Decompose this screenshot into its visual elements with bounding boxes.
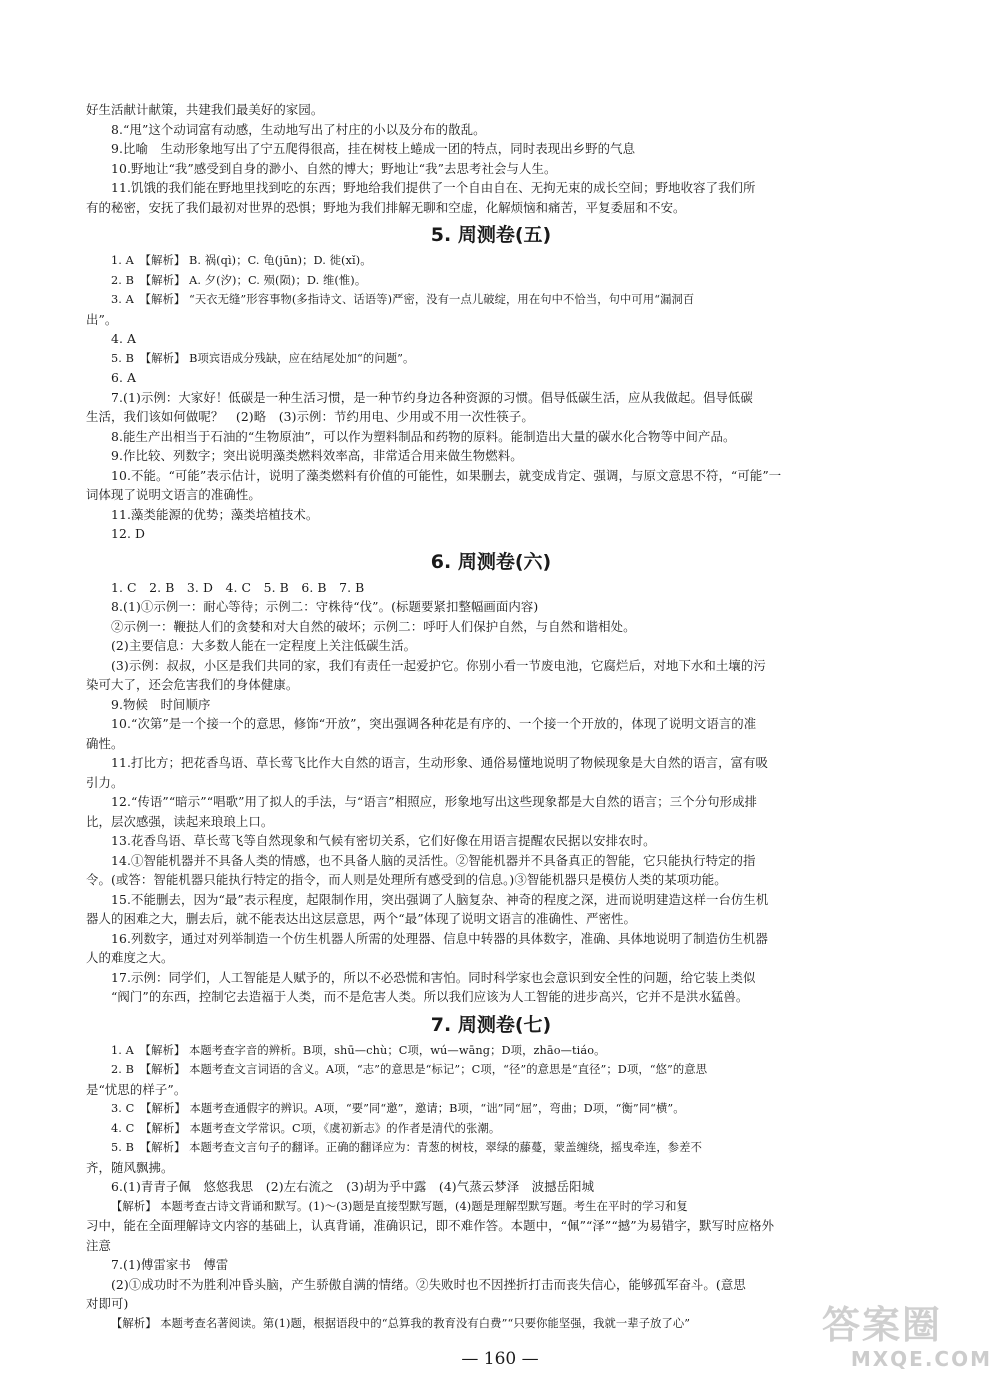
text-line: (2)主要信息：大多数人能在一定程度上关注低碳生活。 [111, 638, 417, 653]
text-line: 5. B 【解析】 本题考查文言句子的翻译。正确的翻译应为：青葱的树枝，翠绿的藤蔓，蒙盖缠绕，摇曳牵连，参差不 [111, 1141, 702, 1154]
text-line: 注意 [86, 1237, 111, 1253]
text-line: (2)①成功时不为胜利冲昏头脑，产生骄傲自满的情绪。②失败时也不因挫折打击而丧失信心，能够孤军奋斗。(意思 [111, 1276, 746, 1292]
text-line: 确性。 [86, 735, 124, 751]
section-6-body [86, 578, 896, 1007]
text-line: 染可大了，还会危害我们的身体健康。 [86, 677, 299, 692]
text-line: 10.“次第”是一个接一个的意思，修饰“开放”，突出强调各种花是有序的、一个接一个开放的，体现了说明文语言的准 [111, 716, 757, 731]
text-line: 9.比喻 生动形象地写出了宁五爬得很高，挂在树枝上蜷成一团的特点，同时表现出乡野的气息 [111, 141, 636, 156]
text-line: 17.示例：同学们，人工智能是人赋予的，所以不必恐慌和害怕。同时科学家也会意识到安全性的问题，给它装上类似 [111, 969, 756, 985]
text-line: 出”。 [86, 311, 118, 327]
text-line: 1. A 【解析】 B. 祸(qì)；C. 龟(jūn)；D. 徙(xǐ)。 [111, 254, 372, 267]
text-line: 有的秘密，安抚了我们最初对世界的恐惧；野地为我们排解无聊和空虚，化解烦恼和痛苦，平复委屈和不安。 [86, 199, 686, 215]
text-line: 3. A 【解析】 “天衣无缝”形容事物(多指诗文、话语等)严密，没有一点儿破绽，用在句中不恰当，句中可用“漏洞百 [111, 293, 695, 306]
text-line: 14.①智能机器并不具备人类的情感，也不具备人脑的灵活性。②智能机器并不具备真正的智能，它只能执行特定的指 [111, 852, 756, 868]
text-line: 习中，能在全面理解诗文内容的基础上，认真背诵，准确识记，即不难作答。本题中，“佩”“泽”“撼”为易错字，默写时应格外 [86, 1218, 775, 1233]
text-line: ②示例一：鞭挞人们的贪婪和对大自然的破坏；示例二：呼吁人们保护自然，与自然和谐相处。 [111, 618, 636, 634]
text-line: 人的难度之大。 [86, 950, 174, 965]
text-line: 【解析】 本题考查名著阅读。第(1)题，根据语段中的“总算我的教育没有白费”“只要你能坚强，我就一辈子放了心” [111, 1316, 691, 1330]
text-line: 13.花香鸟语、草长莺飞等自然现象和气候有密切关系，它们好像在用语言提醒农民据以安排农时。 [111, 833, 656, 848]
text-line: 引力。 [86, 774, 124, 790]
text-line: 1. A 【解析】 本题考查字音的辨析。B项，shū—chù；C项，wú—wāng；D项，zhāo—tiáo。 [111, 1043, 606, 1057]
text-line: 好生活献计献策，共建我们最美好的家园。 [86, 102, 324, 117]
watermark-url: MXQE.COM [850, 1347, 992, 1371]
text-line: 10.野地让“我”感受到自身的渺小、自然的博大；野地让“我”去思考社会与人生。 [111, 160, 557, 176]
text-line: 16.列数字，通过对列举制造一个仿生机器人所需的处理器、信息中转器的具体数字，准确、具体地说明了制造仿生机器 [111, 930, 769, 946]
text-line: 9.作比较、列数字；突出说明藻类燃料效率高，非常适合用来做生物燃料。 [111, 448, 523, 463]
text-line: 7.(1)傅雷家书 傅雷 [111, 1257, 229, 1272]
text-line: 11.藻类能源的优势；藻类培植技术。 [111, 506, 319, 522]
text-line: (3)示例：叔叔，小区是我们共同的家，我们有责任一起爱护它。你别小看一节废电池，它腐烂后，对地下水和土壤的污 [111, 657, 766, 673]
text-line: 7.(1)示例：大家好！低碳是一种生活习惯，是一种节约身边各种资源的习惯。倡导低碳生活，应从我做起。倡导低碳 [111, 389, 753, 405]
text-line: 【解析】 本题考查古诗文背诵和默写。(1)～(3)题是直接型默写题，(4)题是理解型默写题。考生在平时的学习和复 [111, 1199, 688, 1213]
text-line: 15.不能删去，因为“最”表示程度，起限制作用，突出强调了人脑复杂、神奇的程度之深，进而说明建造这样一台仿生机 [111, 891, 769, 907]
text-line: 6. A [111, 370, 137, 385]
text-line: 11.饥饿的我们能在野地里找到吃的东西；野地给我们提供了一个自由自在、无拘无束的成长空间；野地收容了我们所 [111, 180, 756, 195]
text-line: 2. B 【解析】 本题考查文言词语的含义。A项，“志”的意思是“标记”；C项，“径”的意思是“直径”；D项，“悠”的意思 [111, 1063, 708, 1076]
answer-page [86, 100, 896, 1333]
text-line: 1. C 2. B 3. D 4. C 5. B 6. B 7. B [111, 579, 365, 595]
text-line: 9.物候 时间顺序 [111, 696, 211, 712]
text-line: 4. C 【解析】 本题考查文学常识。C项，《虞初新志》的作者是清代的张潮。 [111, 1121, 501, 1135]
text-line: 5. B 【解析】 B项宾语成分残缺，应在结尾处加“的问题”。 [111, 351, 415, 365]
text-line: 比，层次感强，读起来琅琅上口。 [86, 813, 274, 829]
section-5-title: 5. 周测卷(五) [430, 224, 552, 246]
section-7-body [86, 1041, 896, 1334]
intro-block [86, 100, 896, 217]
text-line: “阀门”的东西，控制它去造福于人类，而不是危害人类。所以我们应该为人工智能的进步高兴，它并不是洪水猛兽。 [111, 989, 749, 1004]
text-line: 3. C 【解析】 本题考查通假字的辨识。A项，“要”同“邀”，邀请；B项，“诎”同“屈”，弯曲；D项，“衡”同“横”。 [111, 1102, 685, 1115]
section-7-title: 7. 周测卷(七) [430, 1013, 552, 1036]
text-line: 2. B 【解析】 A. 夕(汐)；C. 殒(陨)；D. 维(惟)。 [111, 273, 367, 287]
section-5-body [86, 251, 896, 544]
text-line: 词体现了说明文语言的准确性。 [86, 487, 261, 502]
watermark-chars: 答案圈 [822, 1303, 943, 1347]
text-line: 令。(或答：智能机器只能执行特定的指令，而人则是处理所有感受到的信息。)③智能机器只是模仿人类的某项功能。 [86, 872, 727, 887]
watermark-logo [822, 1303, 992, 1381]
text-line: 8.(1)①示例一：耐心等待；示例二：守株待“伐”。(标题要紧扣整幅画面内容) [111, 599, 539, 614]
page-number: — 160 — [461, 1349, 539, 1369]
section-6-title: 6. 周测卷(六) [430, 550, 552, 573]
text-line: 4. A [111, 331, 137, 346]
text-line: 11.打比方；把花香鸟语、草长莺飞比作大自然的语言，生动形象、通俗易懂地说明了物候现象是大自然的语言，富有吸 [111, 755, 769, 770]
text-line: 12.“传语”“暗示”“唱歌”用了拟人的手法，与“语言”相照应，形象地写出这些现象都是大自然的语言；三个分句形成排 [111, 794, 758, 809]
text-line: 8.能生产出相当于石油的“生物原油”，可以作为塑料制品和药物的原料。能制造出大量的碳水化合物等中间产品。 [111, 428, 736, 444]
text-line: 8.“甩”这个动词富有动感，生动地写出了村庄的小以及分布的散乱。 [111, 121, 486, 137]
text-line: 对即可) [86, 1296, 129, 1311]
text-line: 器人的困难之大，删去后，就不能表达出这层意思，两个“最”体现了说明文语言的准确性、严密性。 [86, 911, 636, 926]
text-line: 10.不能。“可能”表示估计，说明了藻类燃料有价值的可能性，如果删去，就变成肯定、强调，与原文意思不符，“可能”一 [111, 467, 782, 483]
text-line: 是“忧思的样子”。 [86, 1081, 187, 1097]
text-line: 6.(1)青青子佩 悠悠我思 (2)左右流之 (3)胡为乎中露 (4)气蒸云梦泽 波撼岳阳城 [111, 1179, 595, 1194]
text-line: 齐，随风飘拂。 [86, 1159, 174, 1175]
text-line: 12. D [111, 526, 146, 541]
text-line: 生活，我们该如何做呢？ (2)略 (3)示例：节约用电、少用或不用一次性筷子。 [86, 409, 534, 424]
